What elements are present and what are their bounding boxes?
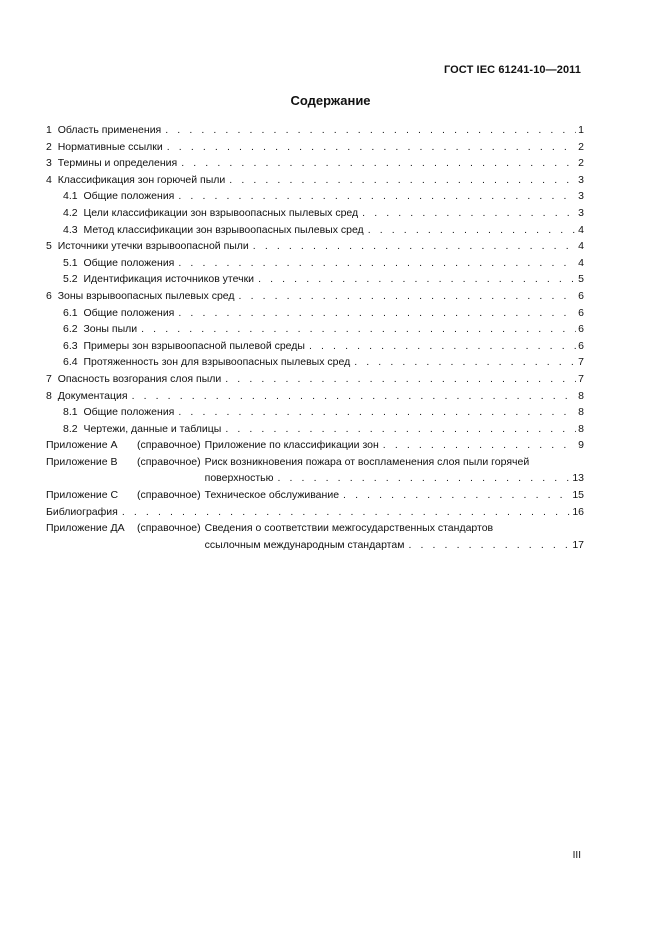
page-number: III [572, 850, 581, 861]
toc-entry-title: Источники утечки взрывоопасной пыли [57, 240, 249, 253]
toc-entry-page: 6 [578, 306, 584, 319]
toc-entry-page: 16 [572, 505, 584, 518]
toc-entry-page: 17 [572, 538, 584, 551]
toc-entry-title: Зоны взрывоопасных пылевых сред [57, 289, 235, 302]
leader-dots [229, 172, 576, 189]
toc-entry-number: 4.3 [63, 223, 78, 236]
toc-entry-number: 5 [46, 240, 52, 253]
toc-entry-page: 3 [578, 206, 584, 219]
appendix-title-cont: ссылочным международным стандартам [204, 538, 405, 551]
toc-entry-page: 4 [578, 240, 584, 253]
toc-entry-6-4[interactable] [46, 354, 584, 371]
leader-dots [239, 288, 577, 305]
toc-appendix-c[interactable] [46, 487, 584, 504]
toc-appendix-da[interactable] [46, 520, 584, 553]
appendix-kind: (справочное) [137, 439, 201, 452]
toc-entry-8[interactable] [46, 388, 584, 405]
appendix-name: Приложение А [46, 439, 118, 452]
toc-appendix-b[interactable] [46, 454, 584, 487]
toc-entry-4-3[interactable] [46, 222, 584, 239]
toc-entry-page: 8 [578, 406, 584, 419]
toc-entry-number: 6.1 [63, 306, 78, 319]
toc-entry-page: 2 [578, 140, 584, 153]
toc-entry-page: 6 [578, 339, 584, 352]
toc-entry-number: 4 [46, 173, 52, 186]
toc-entry-title: Протяженность зон для взрывоопасных пылевых сред [83, 356, 351, 369]
toc-entry-4-1[interactable] [46, 188, 584, 205]
toc-entry-page: 13 [572, 472, 584, 485]
toc-entry-number: 8.1 [63, 406, 78, 419]
toc-entry-8-1[interactable] [46, 404, 584, 421]
table-of-contents [46, 122, 584, 553]
toc-entry-page: 7 [578, 372, 584, 385]
leader-dots [383, 437, 576, 454]
appendix-kind: (справочное) [137, 489, 201, 502]
toc-entry-6-3[interactable] [46, 338, 584, 355]
toc-entry-page: 2 [578, 157, 584, 170]
toc-entry-title: Классификация зон горючей пыли [57, 173, 226, 186]
toc-entry-page: 1 [578, 124, 584, 136]
toc-entry-number: 1 [46, 124, 52, 136]
toc-entry-title: Документация [57, 389, 128, 402]
toc-entry-4[interactable] [46, 172, 584, 189]
toc-entry-title: Область применения [57, 124, 162, 136]
leader-dots [258, 271, 576, 288]
toc-entry-4-2[interactable] [46, 205, 584, 222]
appendix-name: Приложение В [46, 455, 118, 468]
leader-dots [141, 321, 576, 338]
toc-entry-page: 6 [578, 323, 584, 336]
leader-dots [122, 504, 570, 521]
toc-entry-number: 4.2 [63, 206, 78, 219]
toc-entry-title: Опасность возгорания слоя пыли [57, 372, 222, 385]
toc-entry-number: 6.4 [63, 356, 78, 369]
toc-entry-number: 6 [46, 289, 52, 302]
toc-entry-page: 8 [578, 389, 584, 402]
leader-dots [368, 222, 576, 239]
leader-dots [354, 354, 576, 371]
toc-title: Содержание [290, 93, 371, 108]
toc-entry-7[interactable] [46, 371, 584, 388]
toc-entry-number: 6.2 [63, 323, 78, 336]
appendix-title: Риск возникновения пожара от воспламенения слоя пыли горячей [204, 455, 530, 468]
toc-entry-title: Чертежи, данные и таблицы [83, 422, 222, 435]
toc-entry-6-1[interactable] [46, 305, 584, 322]
appendix-title: Сведения о соответствии межгосударственных стандартов [204, 522, 494, 535]
toc-entry-number: 3 [46, 157, 52, 170]
appendix-title-cont: поверхностью [204, 472, 274, 485]
leader-dots [225, 371, 576, 388]
toc-entry-5[interactable] [46, 238, 584, 255]
toc-entry-title: Нормативные ссылки [57, 140, 163, 153]
toc-entry-2[interactable] [46, 139, 584, 156]
toc-entry-page: 7 [578, 356, 584, 369]
toc-entry-title: Термины и определения [57, 157, 178, 170]
toc-entry-page: 4 [578, 223, 584, 236]
leader-dots [309, 338, 576, 355]
document-code: ГОСТ IEC 61241-10—2011 [443, 64, 581, 76]
toc-entry-number: 6.3 [63, 339, 78, 352]
toc-entry-title: Цели классификации зон взрывоопасных пылевых сред [83, 206, 359, 219]
toc-entry-page: 4 [578, 256, 584, 269]
toc-entry-5-1[interactable] [46, 255, 584, 272]
toc-entry-3[interactable] [46, 155, 584, 172]
toc-entry-page: 3 [578, 190, 584, 203]
toc-entry-page: 6 [578, 289, 584, 302]
toc-bibliography[interactable] [46, 504, 584, 521]
toc-entry-title: Метод классификации зон взрывоопасных пылевых сред [83, 223, 364, 236]
toc-entry-title: Идентификация источников утечки [83, 273, 255, 286]
appendix-name: Приложение ДА [46, 522, 125, 535]
toc-entry-title: Зоны пыли [83, 323, 138, 336]
toc-entry-number: 2 [46, 140, 52, 153]
toc-entry-title: Примеры зон взрывоопасной пылевой среды [83, 339, 305, 352]
leader-dots [178, 404, 576, 421]
toc-entry-5-2[interactable] [46, 271, 584, 288]
leader-dots [277, 470, 570, 487]
toc-entry-number: 4.1 [63, 190, 78, 203]
toc-appendix-a[interactable] [46, 437, 584, 454]
leader-dots [178, 188, 576, 205]
leader-dots [165, 122, 576, 139]
toc-entry-title: Библиография [46, 505, 118, 518]
appendix-name: Приложение С [46, 489, 119, 502]
toc-entry-page: 9 [578, 439, 584, 452]
leader-dots [178, 255, 576, 272]
toc-entry-8-2[interactable] [46, 421, 584, 438]
toc-entry-number: 5.1 [63, 256, 78, 269]
leader-dots [253, 238, 576, 255]
toc-entry-page: 8 [578, 422, 584, 435]
toc-entry-6[interactable] [46, 288, 584, 305]
toc-entry-title: Общие положения [83, 406, 175, 419]
appendix-kind: (справочное) [137, 522, 201, 535]
appendix-kind: (справочное) [137, 455, 201, 468]
toc-entry-title: Общие положения [83, 190, 175, 203]
toc-entry-title: Общие положения [83, 306, 175, 319]
leader-dots [408, 537, 570, 554]
toc-entry-number: 8 [46, 389, 52, 402]
leader-dots [167, 139, 576, 156]
leader-dots [362, 205, 576, 222]
toc-entry-page: 5 [578, 273, 584, 286]
leader-dots [225, 421, 576, 438]
toc-entry-number: 7 [46, 372, 52, 385]
appendix-title: Приложение по классификации зон [204, 439, 379, 452]
leader-dots [178, 305, 576, 322]
leader-dots [343, 487, 570, 504]
toc-entry-1[interactable] [46, 122, 584, 139]
toc-entry-6-2[interactable] [46, 321, 584, 338]
toc-entry-number: 8.2 [63, 422, 78, 435]
leader-dots [181, 155, 576, 172]
toc-entry-page: 15 [572, 489, 584, 502]
toc-entry-page: 3 [578, 173, 584, 186]
leader-dots [132, 388, 577, 405]
appendix-title: Техническое обслуживание [204, 489, 340, 502]
toc-entry-title: Общие положения [83, 256, 175, 269]
toc-entry-number: 5.2 [63, 273, 78, 286]
